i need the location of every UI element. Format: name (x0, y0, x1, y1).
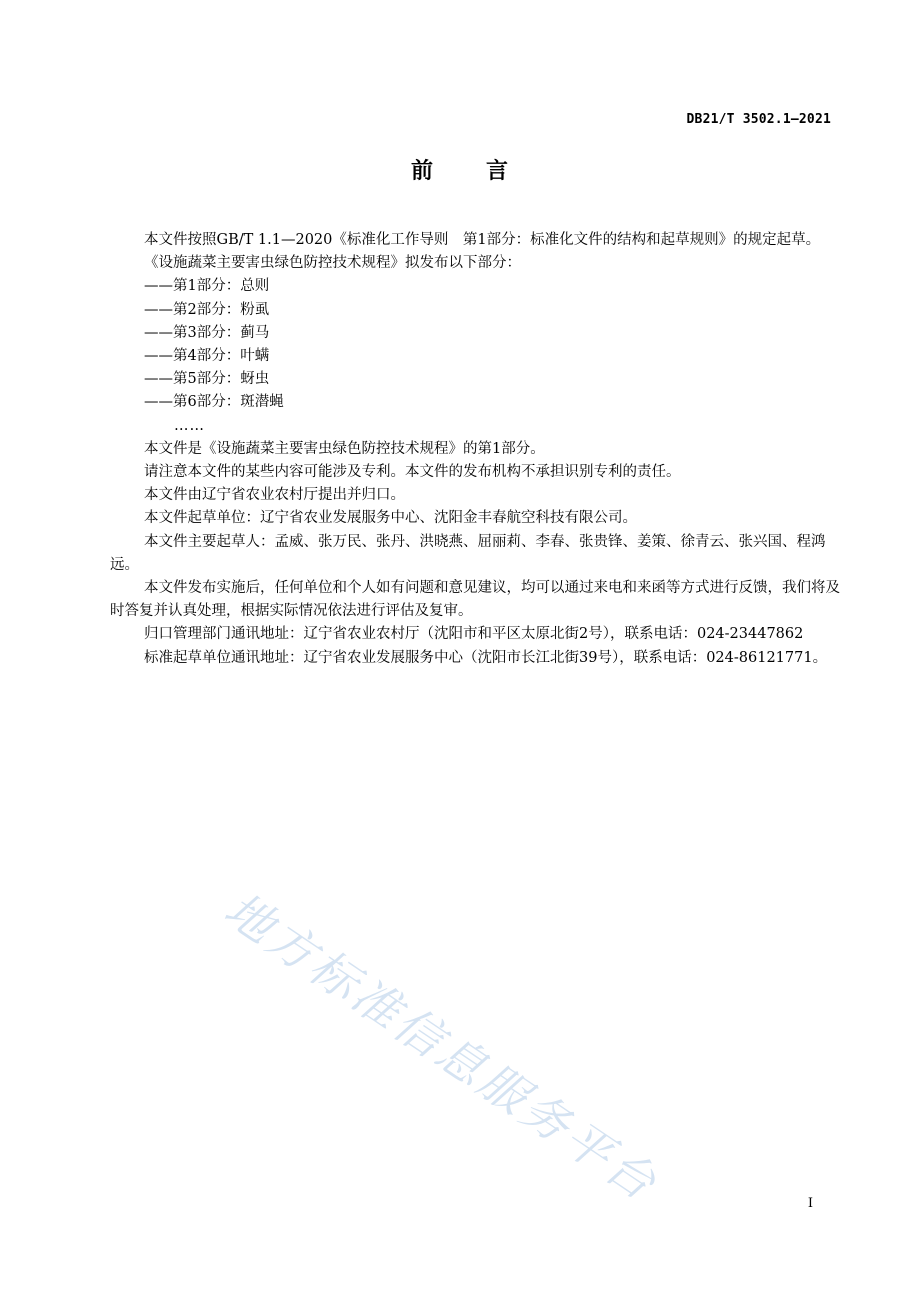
paragraph-drafters: 本文件主要起草人：孟威、张万民、张丹、洪晓燕、屈丽莉、李春、张贵锋、姜策、徐青云、张兴国、程鸿远。 (110, 533, 826, 573)
list-item: ——第4部分：叶螨 (144, 348, 270, 365)
list-item: ——第1部分：总则 (144, 278, 270, 295)
page-title (0, 154, 920, 185)
foreword-body (110, 229, 846, 670)
list-item: ——第2部分：粉虱 (144, 301, 270, 318)
paragraph-drafting-basis: 本文件按照GB/T 1.1—2020《标准化工作导则 第1部分：标准化文件的结构和起草规则》的规定起草。 (144, 232, 821, 248)
paragraph-authority-address: 归口管理部门通讯地址：辽宁省农业农村厅（沈阳市和平区太原北街2号），联系电话：024-23447862 (144, 626, 804, 643)
page-number: I (807, 1196, 813, 1211)
paragraph-drafter-address: 标准起草单位通讯地址：辽宁省农业发展服务中心（沈阳市长江北街39号），联系电话：024-86121771。 (144, 649, 828, 666)
list-item: ——第5部分：蚜虫 (144, 371, 270, 388)
paragraph-proposer: 本文件由辽宁省农业农村厅提出并归口。 (144, 487, 405, 504)
title-char-2: 言 (486, 159, 510, 184)
watermark: 地方标准信息服务平台 (214, 882, 668, 1213)
list-ellipsis: …… (174, 417, 205, 434)
list-item: ——第6部分：斑潜蝇 (144, 394, 284, 411)
list-item: ——第3部分：蓟马 (144, 324, 270, 341)
title-char-1: 前 (410, 159, 434, 184)
paragraph-patent-notice: 请注意本文件的某些内容可能涉及专利。本文件的发布机构不承担识别专利的责任。 (144, 464, 681, 481)
paragraph-parts-intro: 《设施蔬菜主要害虫绿色防控技术规程》拟发布以下部分： (144, 255, 521, 272)
paragraph-feedback: 本文件发布实施后，任何单位和个人如有问题和意见建议，均可以通过来电和来函等方式进行反馈，我们将及时答复并认真处理，根据实际情况依法进行评估及复审。 (110, 580, 840, 620)
document-code: DB21/T 3502.1—2021 (686, 112, 831, 127)
paragraph-part-statement: 本文件是《设施蔬菜主要害虫绿色防控技术规程》的第1部分。 (144, 440, 545, 457)
paragraph-drafting-units: 本文件起草单位：辽宁省农业发展服务中心、沈阳金丰春航空科技有限公司。 (144, 510, 637, 527)
